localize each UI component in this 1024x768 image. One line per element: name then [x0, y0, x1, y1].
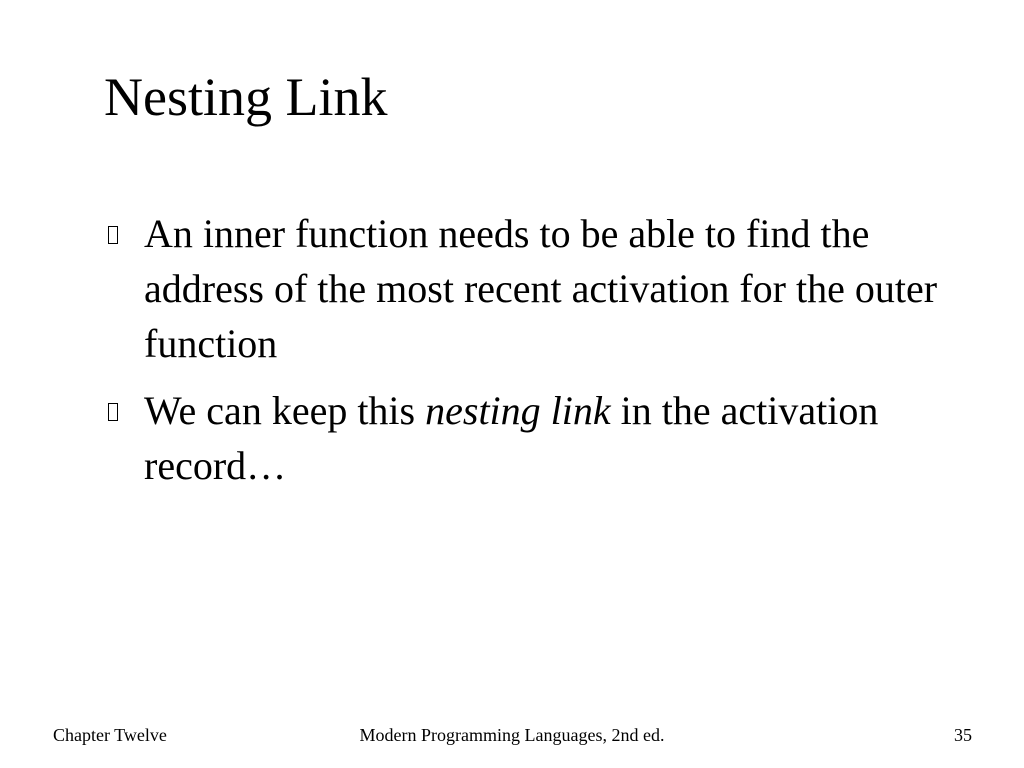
footer-chapter: Chapter Twelve [53, 725, 167, 745]
footer-page-number: 35 [954, 725, 972, 745]
bullet-emphasis-term: nesting link [425, 388, 611, 433]
slide-title: Nesting Link [104, 67, 388, 127]
bullet-square-icon [108, 403, 118, 421]
bullet-square-icon [108, 226, 118, 244]
bullet-item [104, 383, 964, 493]
bullet-text: An inner function needs to be able to find the address of the most recent activation for the outer function [144, 211, 938, 366]
bullet-text-end: in the activation record… [144, 388, 879, 488]
bullet-text-start: We can keep this [144, 388, 426, 433]
bullet-list [104, 206, 964, 505]
bullet-item [104, 206, 964, 371]
footer-book-title: Modern Programming Languages, 2nd ed. [359, 725, 665, 745]
